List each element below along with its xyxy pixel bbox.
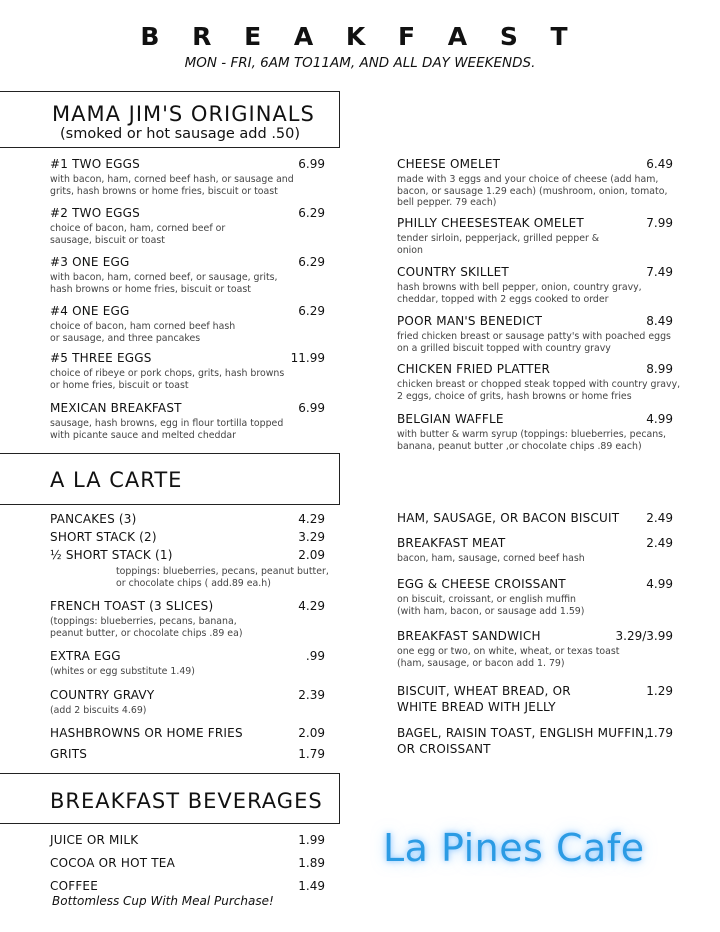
menu-item-description: or chocolate chips ( add.89 ea.h) bbox=[116, 577, 271, 589]
menu-item-description: or sausage, and three pancakes bbox=[50, 332, 201, 344]
menu-item-name: SHORT STACK (2) bbox=[50, 530, 157, 544]
menu-item-name: BREAKFAST SANDWICH bbox=[397, 629, 541, 643]
a-la-carte-title: A LA CARTE bbox=[50, 468, 183, 492]
menu-item-price: 4.99 bbox=[646, 577, 673, 591]
menu-item-description: hash browns or home fries, biscuit or toast bbox=[50, 283, 251, 295]
menu-item-description: with bacon, ham, corned beef, or sausage, grits, bbox=[50, 272, 278, 283]
menu-item-price: 2.49 bbox=[646, 511, 673, 525]
menu-item-description: bell pepper. 79 each) bbox=[397, 197, 497, 209]
menu-item-price: 2.09 bbox=[298, 726, 325, 740]
menu-item-price: 6.99 bbox=[298, 401, 325, 415]
menu-item-description: (whites or egg substitute 1.49) bbox=[50, 666, 195, 677]
menu-item-name: CHICKEN FRIED PLATTER bbox=[397, 362, 551, 376]
menu-item-name: ½ SHORT STACK (1) bbox=[50, 548, 173, 562]
menu-item-price: 8.49 bbox=[646, 314, 673, 328]
menu-item-description: tender sirloin, pepperjack, grilled pepper & bbox=[397, 233, 600, 244]
menu-item-price: 4.29 bbox=[298, 512, 325, 526]
menu-item-description: toppings: blueberries, pecans, peanut butter, bbox=[116, 566, 329, 577]
menu-title: B R E A K F A S T bbox=[140, 22, 580, 51]
menu-item-name: HASHBROWNS OR HOME FRIES bbox=[50, 726, 243, 740]
menu-item-name: #4 ONE EGG bbox=[50, 304, 130, 318]
menu-item-name: MEXICAN BREAKFAST bbox=[50, 401, 182, 415]
menu-item-description: 2 eggs, choice of grits, hash browns or home fries bbox=[397, 390, 632, 402]
menu-item-description: or home fries, biscuit or toast bbox=[50, 379, 189, 391]
menu-item-description: fried chicken breast or sausage patty's with poached eggs bbox=[397, 331, 671, 342]
menu-item-name: PANCAKES (3) bbox=[50, 512, 137, 526]
menu-item-name: EXTRA EGG bbox=[50, 649, 121, 663]
menu-item-description: banana, peanut butter ,or chocolate chips .89 each) bbox=[397, 440, 642, 452]
menu-item-price: 1.29 bbox=[646, 684, 673, 698]
menu-item-name: COUNTRY GRAVY bbox=[50, 688, 155, 702]
menu-item-name: POOR MAN'S BENEDICT bbox=[397, 314, 543, 328]
menu-item-description: (toppings: blueberries, pecans, banana, bbox=[50, 616, 237, 627]
menu-item-name: JUICE OR MILK bbox=[50, 833, 139, 847]
menu-item-name: COCOA OR HOT TEA bbox=[50, 856, 175, 870]
menu-item-description: grits, hash browns or home fries, biscuit or toast bbox=[50, 185, 278, 197]
menu-item-price: 2.09 bbox=[298, 548, 325, 562]
menu-item-name: #3 ONE EGG bbox=[50, 255, 130, 269]
menu-item-name: GRITS bbox=[50, 747, 88, 761]
menu-item-name: EGG & CHEESE CROISSANT bbox=[397, 577, 566, 591]
menu-item-name: FRENCH TOAST (3 SLICES) bbox=[50, 599, 214, 613]
menu-item-name: BAGEL, RAISIN TOAST, ENGLISH MUFFIN, bbox=[397, 726, 649, 740]
a-la-carte-header-box bbox=[0, 453, 340, 505]
menu-item-name: BREAKFAST MEAT bbox=[397, 536, 506, 550]
menu-item-description: cheddar, topped with 2 eggs cooked to order bbox=[397, 293, 609, 305]
originals-subtitle: (smoked or hot sausage add .50) bbox=[60, 126, 301, 142]
menu-item-price: 2.49 bbox=[646, 536, 673, 550]
menu-item-price: 3.29/3.99 bbox=[615, 629, 673, 643]
menu-item-description: (with ham, bacon, or sausage add 1.59) bbox=[397, 605, 585, 617]
menu-item-name: BELGIAN WAFFLE bbox=[397, 412, 504, 426]
menu-item-description: choice of bacon, ham, corned beef or bbox=[50, 223, 226, 234]
originals-header-box bbox=[0, 91, 340, 148]
beverage-note: Bottomless Cup With Meal Purchase! bbox=[52, 894, 274, 908]
menu-item-price: 1.99 bbox=[298, 833, 325, 847]
menu-item-name: COUNTRY SKILLET bbox=[397, 265, 509, 279]
menu-item-description: on biscuit, croissant, or english muffin bbox=[397, 594, 576, 605]
menu-item-price: 4.29 bbox=[298, 599, 325, 613]
menu-hours: MON - FRI, 6AM TO11AM, AND ALL DAY WEEKENDS. bbox=[184, 55, 536, 71]
menu-item-description: made with 3 eggs and your choice of cheese (add ham, bbox=[397, 174, 659, 185]
menu-item-description: bacon, ham, sausage, corned beef hash bbox=[397, 553, 585, 564]
menu-item-price: 1.49 bbox=[298, 879, 325, 893]
menu-item-price: 2.39 bbox=[298, 688, 325, 702]
menu-item-name: HAM, SAUSAGE, OR BACON BISCUIT bbox=[397, 511, 620, 525]
menu-item-description: sausage, hash browns, egg in flour tortilla topped bbox=[50, 418, 284, 429]
menu-item-price: 7.49 bbox=[646, 265, 673, 279]
menu-item-price: 6.99 bbox=[298, 157, 325, 171]
menu-item-price: 6.29 bbox=[298, 206, 325, 220]
menu-item-price: 1.79 bbox=[298, 747, 325, 761]
menu-item-name: CHEESE OMELET bbox=[397, 157, 501, 171]
menu-item-price: 3.29 bbox=[298, 530, 325, 544]
menu-item-price: 8.99 bbox=[646, 362, 673, 376]
menu-item-name: PHILLY CHEESESTEAK OMELET bbox=[397, 216, 584, 230]
menu-item-description: bacon, or sausage 1.29 each) (mushroom, onion, tomato, bbox=[397, 185, 668, 197]
menu-item-description: sausage, biscuit or toast bbox=[50, 234, 165, 246]
originals-title: MAMA JIM'S ORIGINALS bbox=[52, 102, 315, 126]
menu-item-description: onion bbox=[397, 244, 423, 256]
menu-item-name: #1 TWO EGGS bbox=[50, 157, 140, 171]
beverages-header-box bbox=[0, 773, 340, 824]
menu-item-price: 6.29 bbox=[298, 255, 325, 269]
menu-item-description: with picante sauce and melted cheddar bbox=[50, 429, 237, 441]
menu-item-description: choice of bacon, ham corned beef hash bbox=[50, 321, 236, 332]
menu-item-description: choice of ribeye or pork chops, grits, hash browns bbox=[50, 368, 285, 379]
menu-item-description: (add 2 biscuits 4.69) bbox=[50, 705, 147, 716]
menu-item-price: 7.99 bbox=[646, 216, 673, 230]
beverages-title: BREAKFAST BEVERAGES bbox=[50, 789, 323, 813]
menu-item-name: COFFEE bbox=[50, 879, 98, 893]
menu-item-name: #2 TWO EGGS bbox=[50, 206, 140, 220]
menu-item-description: on a grilled biscuit topped with country gravy bbox=[397, 342, 611, 354]
menu-item-description: chicken breast or chopped steak topped with country gravy, bbox=[397, 379, 681, 390]
menu-item-price: 1.79 bbox=[646, 726, 673, 740]
menu-item-name: #5 THREE EGGS bbox=[50, 351, 152, 365]
menu-item-name: BISCUIT, WHEAT BREAD, OR bbox=[397, 684, 571, 698]
menu-item-description: with bacon, ham, corned beef hash, or sausage and bbox=[50, 174, 294, 185]
menu-item-name: WHITE BREAD WITH JELLY bbox=[397, 700, 556, 714]
menu-item-price: 6.29 bbox=[298, 304, 325, 318]
menu-item-description: with butter & warm syrup (toppings: blueberries, pecans, bbox=[397, 429, 667, 440]
menu-item-price: 11.99 bbox=[290, 351, 325, 365]
menu-item-price: .99 bbox=[305, 649, 325, 663]
menu-item-description: hash browns with bell pepper, onion, country gravy, bbox=[397, 282, 642, 293]
menu-item-price: 6.49 bbox=[646, 157, 673, 171]
menu-item-name: OR CROISSANT bbox=[397, 742, 491, 756]
menu-item-price: 1.89 bbox=[298, 856, 325, 870]
menu-item-price: 4.99 bbox=[646, 412, 673, 426]
cafe-logo: La Pines Cafe bbox=[383, 826, 645, 870]
menu-item-description: (ham, sausage, or bacon add 1. 79) bbox=[397, 657, 565, 669]
menu-item-description: one egg or two, on white, wheat, or texas toast bbox=[397, 646, 620, 657]
menu-item-description: peanut butter, or chocolate chips .89 ea) bbox=[50, 627, 243, 639]
